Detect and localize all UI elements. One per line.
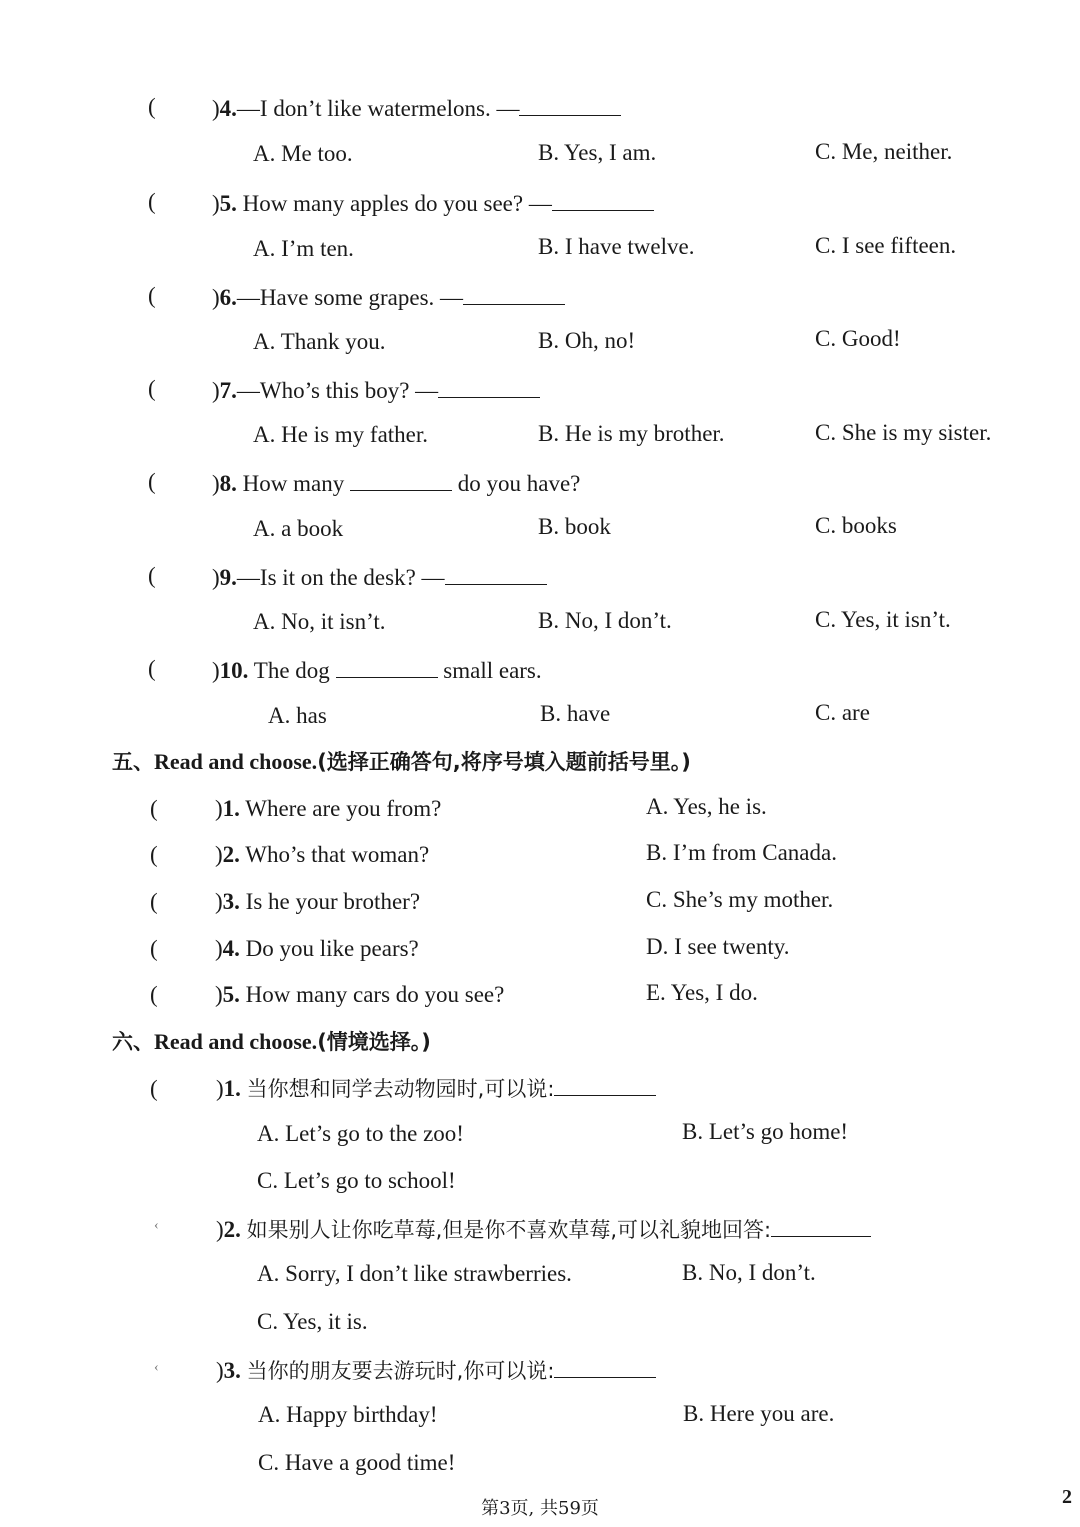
question-text: )2. Who’s that woman?	[215, 842, 430, 867]
answer-paren[interactable]: (	[150, 796, 158, 821]
option-b: B. have	[540, 701, 611, 726]
option-a: A. Let’s go to the zoo!	[257, 1121, 464, 1146]
answer-blank[interactable]	[552, 188, 654, 211]
option-c: C. are	[815, 700, 870, 725]
question-text: )3. 当你的朋友要去游玩时,你可以说:	[216, 1355, 656, 1385]
answer-paren[interactable]: (	[150, 842, 158, 867]
option-c: C. Yes, it isn’t.	[815, 607, 951, 632]
option-b: B. He is my brother.	[538, 421, 725, 446]
answer-blank[interactable]	[554, 1073, 656, 1096]
faint-mark: ‹	[154, 1218, 159, 1233]
answer-paren[interactable]: (	[148, 376, 156, 401]
question-text: )1. 当你想和同学去动物园时,可以说:	[216, 1073, 656, 1103]
section-6-heading: 六、Read and choose.(情境选择。)	[112, 1029, 431, 1054]
question-text: )2. 如果别人让你吃草莓,但是你不喜欢草莓,可以礼貌地回答:	[216, 1214, 871, 1244]
option-b: B. No, I don’t.	[538, 608, 672, 633]
question-text: )4. Do you like pears?	[215, 936, 419, 961]
answer-paren[interactable]: (	[150, 1076, 158, 1101]
question-text: )10. The dog small ears.	[212, 655, 542, 685]
answer-paren[interactable]: (	[150, 889, 158, 914]
option-c: C. books	[815, 513, 897, 538]
match-option: D. I see twenty.	[646, 934, 790, 959]
option-a: A. He is my father.	[253, 422, 429, 447]
page-footer: 第3页, 共59页	[481, 1498, 599, 1519]
match-option: E. Yes, I do.	[646, 980, 758, 1005]
option-b: B. Let’s go home!	[682, 1119, 849, 1144]
answer-blank[interactable]	[350, 468, 452, 491]
faint-mark: ‹	[154, 1360, 159, 1375]
answer-paren[interactable]: (	[148, 469, 156, 494]
option-c: C. She is my sister.	[815, 420, 992, 445]
answer-paren[interactable]: (	[150, 936, 158, 961]
option-c: C. Have a good time!	[258, 1450, 456, 1475]
answer-paren[interactable]: (	[150, 982, 158, 1007]
option-a: A. Sorry, I don’t like strawberries.	[257, 1261, 572, 1286]
option-a: A. I’m ten.	[253, 236, 354, 261]
option-a: A. a book	[253, 516, 344, 541]
match-option: C. She’s my mother.	[646, 887, 834, 912]
option-a: A. Happy birthday!	[258, 1402, 438, 1427]
answer-blank[interactable]	[445, 562, 547, 585]
option-b: B. Oh, no!	[538, 328, 636, 353]
answer-blank[interactable]	[463, 282, 565, 305]
option-b: B. book	[538, 514, 611, 539]
question-text: )4.—I don’t like watermelons. —	[212, 93, 621, 123]
answer-paren[interactable]: (	[148, 656, 156, 681]
option-a: A. has	[268, 703, 327, 728]
option-b: B. No, I don’t.	[682, 1260, 816, 1285]
option-b: B. Here you are.	[683, 1401, 835, 1426]
option-c: C. Let’s go to school!	[257, 1168, 456, 1193]
answer-blank[interactable]	[519, 93, 621, 116]
question-text: )1. Where are you from?	[215, 796, 442, 821]
option-a: A. No, it isn’t.	[253, 609, 386, 634]
option-b: B. I have twelve.	[538, 234, 695, 259]
question-text: )3. Is he your brother?	[215, 889, 421, 914]
question-text: )5. How many cars do you see?	[215, 982, 505, 1007]
answer-blank[interactable]	[771, 1214, 871, 1237]
section-5-heading: 五、Read and choose.(选择正确答句,将序号填入题前括号里。)	[112, 749, 691, 774]
answer-paren[interactable]: (	[148, 189, 156, 214]
option-c: C. I see fifteen.	[815, 233, 957, 258]
question-text: )9.—Is it on the desk? —	[212, 562, 547, 592]
option-b: B. Yes, I am.	[538, 140, 657, 165]
answer-blank[interactable]	[554, 1355, 656, 1378]
question-text: )7.—Who’s this boy? —	[212, 375, 540, 405]
match-option: A. Yes, he is.	[646, 794, 767, 819]
page-corner-number: 2	[1062, 1486, 1072, 1508]
question-text: )6.—Have some grapes. —	[212, 282, 565, 312]
match-option: B. I’m from Canada.	[646, 840, 837, 865]
answer-paren[interactable]: (	[148, 283, 156, 308]
option-c: C. Me, neither.	[815, 139, 953, 164]
question-text: )8. How many do you have?	[212, 468, 580, 498]
answer-paren[interactable]: (	[148, 563, 156, 588]
answer-blank[interactable]	[438, 375, 540, 398]
option-c: C. Good!	[815, 326, 901, 351]
option-a: A. Thank you.	[253, 329, 386, 354]
answer-blank[interactable]	[336, 655, 438, 678]
question-text: )5. How many apples do you see? —	[212, 188, 654, 218]
option-a: A. Me too.	[253, 141, 353, 166]
answer-paren[interactable]: (	[148, 94, 156, 119]
option-c: C. Yes, it is.	[257, 1309, 368, 1334]
